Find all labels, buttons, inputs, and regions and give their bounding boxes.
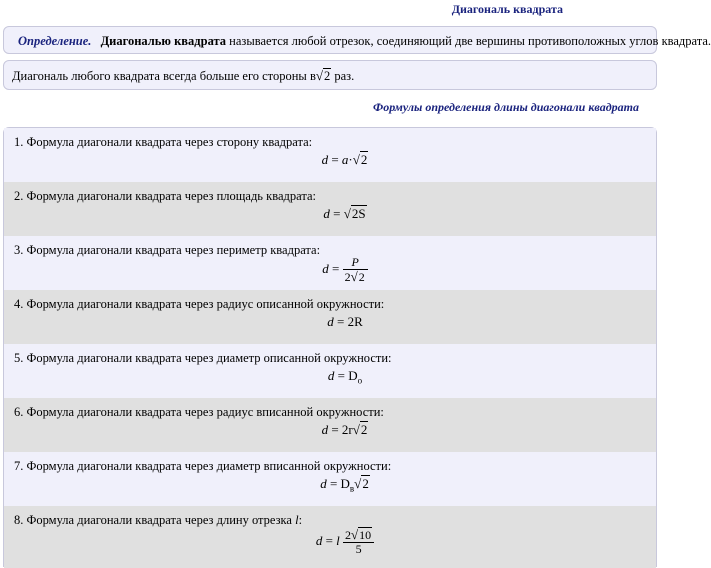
formula-expression: d = 2R: [327, 314, 363, 329]
property-box: [3, 60, 657, 90]
formula-caption: 4. Формула диагонали квадрата через радиус описанной окружности:: [14, 297, 385, 311]
formula-item-8: [4, 506, 656, 568]
formula-item-6: [4, 398, 656, 452]
formula-item-3: [4, 236, 656, 290]
formula-expression: d = l $\frac{2√10}{5}$: [4, 528, 656, 556]
definition-box: [3, 26, 711, 54]
definition-term: Определение.: [18, 34, 92, 48]
formula-caption: 2. Формула диагонали квадрата через площадь квадрата:: [14, 189, 316, 203]
formula-caption: 3. Формула диагонали квадрата через периметр квадрата:: [14, 243, 321, 257]
formula-expression: d = a·√2: [321, 152, 368, 167]
formula-item-4: [4, 290, 656, 344]
definition-text: называется любой отрезок, соединяющий две вершины противоположных углов квадрата.: [229, 34, 711, 48]
formula-caption: 7. Формула диагонали квадрата через диаметр вписанной окружности:: [14, 459, 392, 473]
formula-item-2: [4, 182, 656, 236]
formula-caption: 8. Формула диагонали квадрата через длину отрезка l:: [14, 513, 303, 527]
formula-caption: 1. Формула диагонали квадрата через сторону квадрата:: [14, 135, 313, 149]
property-text: Диагональ любого квадрата всегда больше его стороны в: [12, 69, 316, 83]
formula-caption: 6. Формула диагонали квадрата через радиус вписанной окружности:: [14, 405, 384, 419]
formula-expression: d = $\frac{P}{2√2}$: [4, 256, 656, 284]
formula-expression: $d = D_в√2$: [320, 476, 369, 494]
formula-list: [3, 127, 657, 567]
formula-expression: d = √2S: [323, 206, 366, 221]
formula-expression: d = 2r√2: [321, 422, 368, 437]
formula-expression: $d = D_о$: [327, 368, 363, 386]
formula-item-1: [4, 128, 656, 182]
formula-item-7: [4, 452, 656, 506]
property-text-end: раз.: [334, 69, 355, 83]
page-title: Диагональ квадрата: [451, 2, 563, 16]
formula-caption: 5. Формула диагонали квадрата через диаметр описанной окружности:: [14, 351, 392, 365]
sqrt-symbol: √2: [315, 68, 331, 83]
section-subtitle: Формулы определения длины диагонали квадрата: [373, 100, 639, 114]
formula-item-5: [4, 344, 656, 398]
definition-bold-term: Диагональю квадрата: [100, 34, 227, 48]
